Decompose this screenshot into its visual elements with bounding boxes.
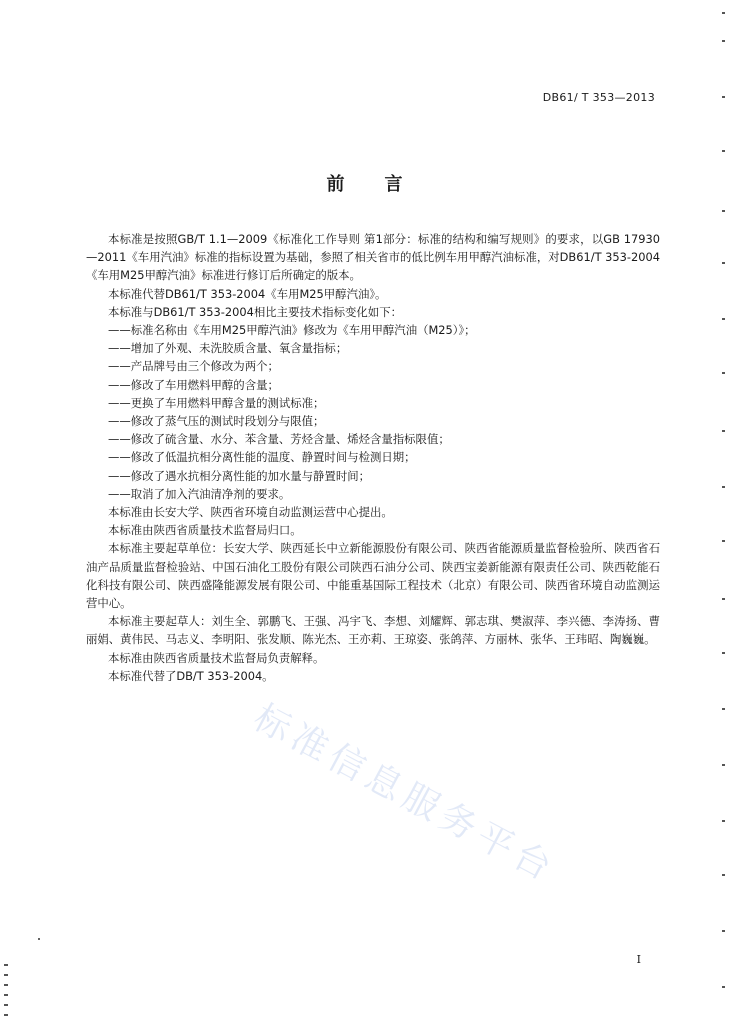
change-item: ——修改了车用燃料甲醇的含量；	[108, 377, 279, 392]
page-number: I	[636, 953, 641, 966]
document-code: DB61/ T 353—2013	[542, 91, 655, 104]
administration-statement: 本标准由陕西省质量技术监督局归口。	[108, 523, 302, 538]
interpretation-statement: 本标准由陕西省质量技术监督局负责解释。	[108, 650, 325, 665]
change-item: ——更换了车用燃料甲醇含量的测试标准；	[108, 395, 325, 410]
change-item: ——修改了蒸气压的测试时段划分与限值；	[108, 414, 325, 429]
change-item: ——修改了低温抗相分离性能的温度、静置时间与检测日期；	[108, 450, 416, 465]
change-item: ——增加了外观、未洗胶质含量、氧含量指标；	[108, 341, 348, 356]
change-item: ——修改了遇水抗相分离性能的加水量与静置时间；	[108, 468, 370, 483]
right-scan-edge	[722, 0, 726, 1024]
foreword-body	[86, 230, 660, 685]
replacement-statement: 本标准代替DB61/T 353-2004《车用M25甲醇汽油》。	[108, 286, 387, 301]
change-item: ——标准名称由《车用M25甲醇汽油》修改为《车用甲醇汽油（M25）》；	[108, 323, 476, 338]
change-item: ——取消了加入汽油清净剂的要求。	[108, 486, 291, 501]
left-scan-edge	[4, 960, 9, 1024]
changes-intro: 本标准与DB61/T 353-2004相比主要技术指标变化如下：	[108, 304, 402, 319]
change-item: ——修改了硫含量、水分、苯含量、芳烃含量、烯烃含量指标限值；	[108, 432, 450, 447]
page-title: 前言	[326, 174, 443, 195]
drafting-units: 本标准主要起草单位：长安大学、陕西延长中立新能源股份有限公司、陕西省能源质量监督检验所、陕西省石油产品质量监督检验站、中国石油化工股份有限公司陕西石油分公司、陕西宝姜新能源有限责任公司、陕西乾能石化科技有限公司、陕西盛隆能源发展有限公司、中能重基国际工程技术（北京）有限公司、陕西省环境自动监测运营中心。	[86, 541, 660, 611]
drafters: 本标准主要起草人：刘生全、郭鹏飞、王强、冯宇飞、李想、刘耀辉、郭志琪、樊淑萍、李兴德、李涛扬、曹丽娟、黄伟民、马志义、李明阳、张发顺、陈光杰、王亦莉、王琼姿、张鸽萍、方丽林、张华、王玮昭、陶巍巍。	[86, 614, 660, 647]
watermark: 标准信息服务平台	[246, 697, 563, 892]
intro-paragraph: 本标准是按照GB/T 1.1—2009《标准化工作导则 第1部分：标准的结构和编写规则》的要求，以GB 17930—2011《车用汽油》标准的指标设置为基础，参照了相关省市的低比例车用甲醇汽油标准，对DB61/T 353-2004《车用M25甲醇汽油》标准进行修订后所确定的版本。	[86, 232, 660, 283]
proposer-statement: 本标准由长安大学、陕西省环境自动监测运营中心提出。	[108, 505, 393, 520]
change-item: ——产品牌号由三个修改为两个；	[108, 359, 279, 374]
supersedes-statement: 本标准代替了DB/T 353-2004。	[108, 668, 274, 683]
scan-speck	[38, 938, 40, 940]
